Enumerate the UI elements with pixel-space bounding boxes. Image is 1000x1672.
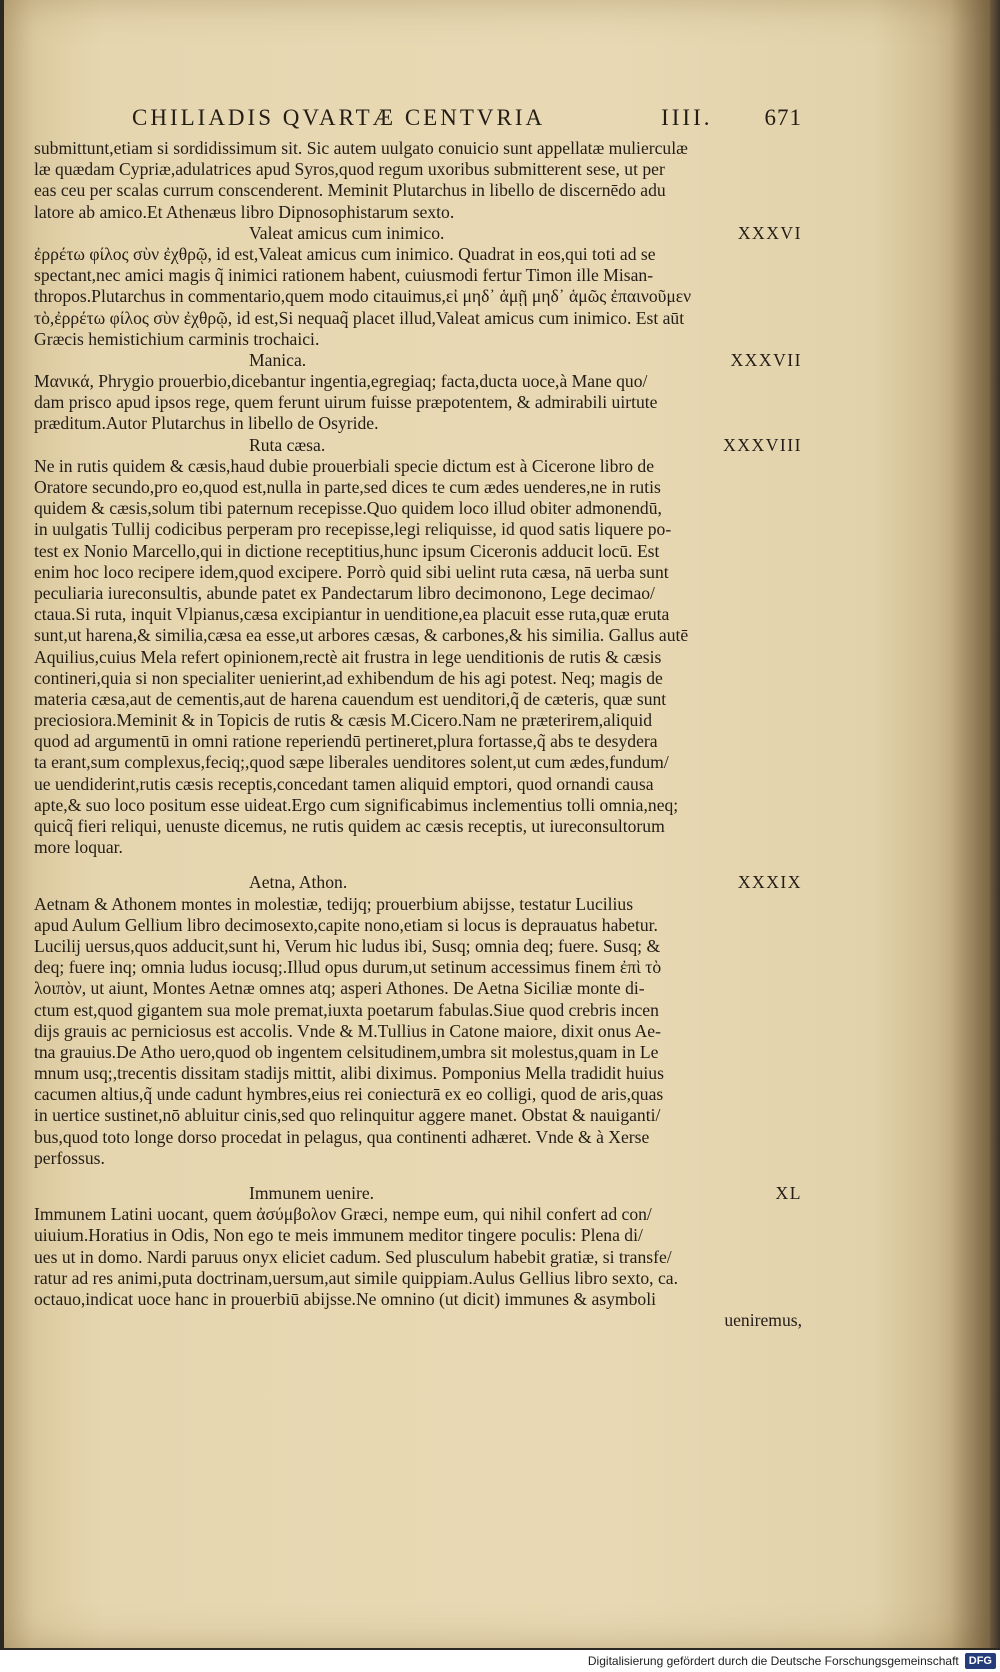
text-line: contineri,quia si non specialiter uenierint,ad exhibendum de his agi potest. Neq; magis de	[34, 667, 663, 688]
text-line: dijs grauis ac perniciosus est accolis. Vnde & M.Tullius in Catone maiore, dixit onus Ae-	[34, 1020, 661, 1041]
adage-number: XXXVIII	[723, 434, 802, 455]
text-line: sunt,ut harena,& similia,cæsa ea esse,ut arbores cæsas, & carbones,& his similia. Gallus autē	[34, 625, 689, 646]
adage-heading	[34, 435, 804, 456]
adage-heading	[34, 872, 804, 893]
adage-number: XL	[775, 1183, 802, 1203]
running-head	[132, 105, 802, 131]
text-line: Lucilij uersus,quos adducit,sunt hi, Verum hic ludus ibi, Susq; omnia deq; fuere. Susq; &	[34, 935, 661, 956]
text-line: cacumen altius,q̃ unde cadunt hymbres,eius rei coniecturā ex eo colligi, quod de aris,quas	[34, 1084, 664, 1105]
text-line: quidem & cæsis,solum tibi paternum recepisse.Quo quidem loco illud obiter admonendū,	[34, 498, 662, 519]
text-line: ues ut in domo. Nardi paruus onyx eliciet cadum. Sed plusculum habebit gratiæ, si transfe/	[34, 1246, 672, 1267]
text-line: Oratore secundo,pro eo,quod est,nulla in parte,sed dices te cum ædes uenderes,ne in rutis	[34, 477, 661, 497]
text-line: bus,quod toto longe dorso procedat in pelagus, qua continenti adhæret. Vnde & à Xerse	[34, 1126, 650, 1147]
text-line: læ quædam Cypriæ,adulatrices apud Syros,quod regum uxoribus submitterent sese, ut per	[34, 159, 665, 180]
text-line: ta erant,sum complexus,feciq;,quod sæpe liberales uenditores solent,ut cum ædes,fundum/	[34, 752, 669, 773]
text-line: peculiaria iureconsultis, abunde patet ex Pandectarum libro decimonono, Lege decimao/	[34, 582, 655, 603]
text-line: Aetnam & Athonem montes in molestiæ, tedijq; prouerbium abijsse, testatur Lucilius	[34, 893, 634, 914]
book-page	[4, 0, 990, 1648]
text-line: Ne in rutis quidem & cæsis,haud dubie prouerbiali specie dictum est à Cicerone libro de	[34, 455, 655, 476]
adage-title: Aetna, Athon.	[249, 872, 348, 893]
text-line: eas ceu per scalas currum conscenderent. Meminit Plutarchus in libello de discernēdo adu	[34, 180, 666, 201]
text-line: mnum usq;,trecentis dissitam stadijs mittit, alibi diximus. Pomponius Mella tradidit huius	[34, 1063, 664, 1084]
text-line: enim hoc loco recipere idem,quod excipere. Porrò quid sibi uelint ruta cæsa, nā uerba sunt	[34, 561, 669, 582]
text-line: materia cæsa,aut de cementis,aut de harena cauendum est uenditori,q̃ de cæteris, quæ sunt	[34, 688, 667, 709]
adage-title: Valeat amicus cum inimico.	[249, 222, 445, 243]
adage-number: XXXIX	[737, 872, 802, 893]
text-line: thropos.Plutarchus in commentario,quem modo citauimus,εἰ μηδ᾽ ἁμῇ μηδ᾽ ἁμῶς ἐπαινοῦμεν	[34, 286, 692, 307]
digitization-footer	[0, 1650, 1000, 1672]
text-line: præditum.Autor Plutarchus in libello de Osyride.	[34, 413, 379, 434]
text-line: preciosiora.Meminit & in Topicis de rutis & cæsis M.Cicero.Nam ne præterirem,aliquid	[34, 710, 653, 731]
text-line: test ex Nonio Marcello,qui in dictione receptitius,hunc ipsum Ciceronis adducit locū. Est	[34, 540, 660, 561]
text-line: spectant,nec amici magis q̃ inimici rationem habent, cuiusmodi fertur Timon ille Misan-	[34, 265, 654, 286]
text-line: dam prisco apud ipsos rege, quem ferunt uirum fuisse præpotentem, & admirabili uirtute	[34, 392, 658, 413]
text-line: perfossus.	[34, 1147, 105, 1168]
text-line: ue uendiderint,rutis cæsis receptis,concedant tamen aliquid emptori, quod ornandi causa	[34, 773, 654, 794]
text-line: quicq̃ fieri reliqui, uenuste dicemus, ne rutis quidem ac cæsis receptis, ut iureconsultorum	[34, 816, 665, 836]
dfg-logo: DFG	[965, 1653, 996, 1669]
text-line: apte,& suo loco positum esse uideat.Ergo cum significabimus inclementius tolli omnia,neq;	[34, 794, 679, 815]
adage-heading	[34, 350, 804, 371]
text-line: λοιπὸν, ut aiunt, Montes Aetnæ omnes atq; asperi Athones. De Aetna Siciliæ monte di-	[34, 978, 645, 999]
text-line: ἐρρέτω φίλος σὺν ἐχθρῷ, id est,Valeat amicus cum inimico. Quadrat in eos,qui toti ad se	[34, 243, 656, 264]
adage-title: Manica.	[249, 349, 307, 370]
text-line: tna grauius.De Atho uero,quod ob ingentem celsitudinem,umbra sit molestus,quam in Le	[34, 1041, 659, 1062]
page-curl-shadow	[934, 0, 994, 1648]
text-line: Immunem Latini uocant, quem ἀσύμβολον Græci, nempe eum, qui nihil confert ad con/	[34, 1204, 652, 1225]
catchword: ueniremus,	[724, 1310, 802, 1331]
text-line: Aquilius,cuius Mela refert opinionem,rectè ait frustra in lege uenditionis de rutis & cæsis	[34, 646, 662, 667]
adage-title: Immunem uenire.	[249, 1183, 375, 1203]
adage-title: Ruta cæsa.	[249, 434, 326, 455]
page-number: 671	[764, 105, 802, 130]
text-line: in uertice sustinet,nō abluitur cinis,sed quo relinquitur aggere manet. Obstat & nauiganti/	[34, 1105, 661, 1126]
text-line: Græcis hemistichium carminis trochaici.	[34, 328, 320, 349]
text-line: more loquar.	[34, 837, 123, 858]
text-line: Μανικά, Phrygio prouerbio,dicebantur ingentia,egregiaq; facta,ducta uoce,à Mane quo/	[34, 371, 648, 392]
running-head-centuria: IIII.	[661, 105, 713, 130]
text-line: ctum est,quod gigantem sua mole premat,iuxta poetarum fabulas.Siue quod crebris incen	[34, 999, 659, 1020]
text-line: apud Aulum Gellium libro decimosexto,capite nono,etiam si locus is deprauatus habetur.	[34, 914, 658, 935]
text-line: quod ad argumentū in omni ratione reperiendū pertineret,plura fortasse,q̃ abs te desydera	[34, 731, 658, 752]
text-line: ctaua.Si ruta, inquit Vlpianus,cæsa excipiantur in uenditione,ea placuit esse ruta,quæ eruta	[34, 604, 670, 625]
text-line: in uulgatis Tullij codicibus perperam pro recepisse,legi reliquisse, id quod satis liquere po-	[34, 519, 672, 540]
text-line: submittunt,etiam si sordidissimum sit. Sic autem uulgato conuicio sunt appellatæ mulierculæ	[34, 138, 688, 158]
adage-number: XXXVI	[737, 222, 802, 243]
text-line: ratur ad res animi,puta doctrinam,uersum,aut simile quippiam.Aulus Gellius libro sexto, ca.	[34, 1267, 678, 1288]
adage-heading	[34, 1183, 804, 1204]
adage-heading	[34, 223, 804, 244]
text-line: octauo,indicat uoce hanc in prouerbiū abijsse.Ne omnino (ut dicit) immunes & asymboli	[34, 1288, 656, 1309]
adage-number: XXXVII	[730, 349, 802, 370]
text-line: deq; fuere inq; omnia ludus iocusq;.Illud opus durum,ut setinum accessimus finem ἐπὶ τὸ	[34, 957, 662, 978]
page-edge	[990, 0, 1000, 1648]
running-head-title: CHILIADIS QVARTÆ CENTVRIA	[132, 105, 546, 130]
page-body	[34, 138, 804, 1331]
footer-credit: Digitalisierung gefördert durch die Deutsche Forschungsgemeinschaft	[587, 1654, 959, 1668]
text-line: latore ab amico.Et Athenæus libro Dipnosophistarum sexto.	[34, 201, 455, 222]
text-line: uiuium.Horatius in Odis, Non ego te meis immunem meditor tingere poculis: Plena di/	[34, 1225, 643, 1246]
text-line: τὸ,ἐρρέτω φίλος σὺν ἐχθρῷ, id est,Si nequaq̃ placet illud,Valeat amicus cum inimico. Est aūt	[34, 307, 685, 328]
